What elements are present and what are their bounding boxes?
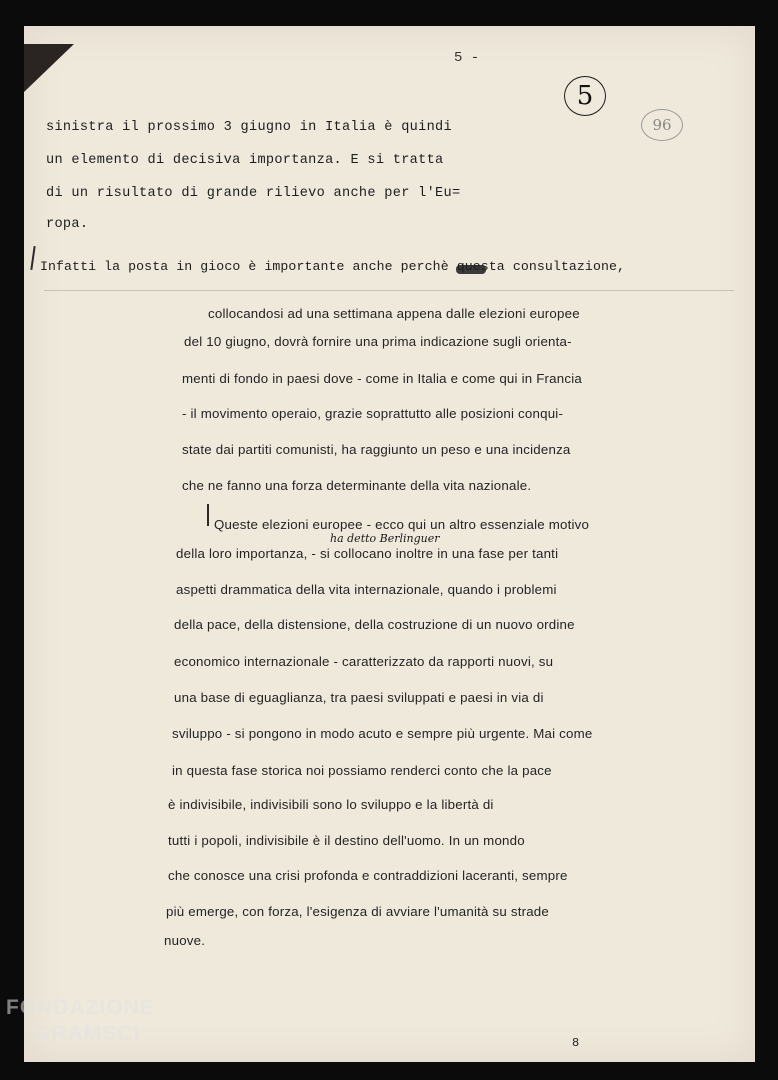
body-line: è indivisibile, indivisibili sono lo sviluppo e la libertà di: [168, 797, 494, 812]
bottom-mark: 8: [572, 1036, 580, 1050]
body-line: della loro importanza, - si collocano inoltre in una fase per tanti: [176, 546, 559, 561]
handwritten-insertion: ha detto Berlinguer: [330, 532, 440, 545]
body-line: sviluppo - si pongono in modo acuto e sempre più urgente. Mai come: [172, 726, 593, 741]
body-line: menti di fondo in paesi dove - come in Italia e come qui in Francia: [182, 371, 582, 386]
typed-line: ropa.: [46, 217, 89, 232]
body-line: economico internazionale - caratterizzato da rapporti nuovi, su: [174, 654, 554, 669]
body-line: tutti i popoli, indivisibile è il destino dell'uomo. In un mondo: [168, 833, 525, 848]
watermark-logo: [6, 996, 155, 1046]
typed-line: un elemento di decisiva importanza. E si tratta: [46, 153, 444, 168]
watermark-line: GRAMSCI: [34, 1022, 141, 1045]
body-line: collocandosi ad una settimana appena dalle elezioni europee: [208, 306, 580, 321]
paste-seam: [44, 290, 734, 291]
body-line: che ne fanno una forza determinante della vita nazionale.: [182, 478, 532, 493]
typed-line: di un risultato di grande rilievo anche per l'Eu=: [46, 186, 461, 201]
corner-fold: [24, 44, 74, 92]
page-mark: 5 -: [454, 50, 480, 66]
body-line: della pace, della distensione, della costruzione di un nuovo ordine: [174, 617, 575, 632]
handwritten-bracket: [30, 246, 35, 270]
body-line: aspetti drammatica della vita internazionale, quando i problemi: [176, 582, 557, 597]
body-line: Queste elezioni europee - ecco qui un altro essenziale motivo: [214, 517, 590, 532]
body-line: del 10 giugno, dovrà fornire una prima indicazione sugli orienta-: [184, 334, 572, 349]
circled-page-number: 5: [564, 76, 606, 116]
body-line: una base di eguaglianza, tra paesi sviluppati e paesi in via di: [174, 690, 544, 705]
body-line: nuove.: [164, 933, 206, 948]
document-page: [24, 26, 755, 1062]
watermark-line: FONDAZIONE: [6, 996, 155, 1019]
typed-line: Infatti la posta in gioco è importante anche perchè questa consultazione,: [40, 259, 626, 274]
typed-line: sinistra il prossimo 3 giugno in Italia è quindi: [46, 120, 452, 135]
body-line: state dai partiti comunisti, ha raggiunto un peso e una incidenza: [182, 442, 571, 457]
body-line: più emerge, con forza, l'esigenza di avviare l'umanità su strade: [166, 904, 549, 919]
body-line: in questa fase storica noi possiamo renderci conto che la pace: [172, 763, 552, 778]
body-line: che conosce una crisi profonda e contraddizioni laceranti, sempre: [168, 868, 568, 883]
archive-number: 96: [641, 109, 683, 141]
body-line: - il movimento operaio, grazie soprattutto alle posizioni conqui-: [182, 406, 564, 421]
paragraph-mark: [207, 504, 209, 526]
